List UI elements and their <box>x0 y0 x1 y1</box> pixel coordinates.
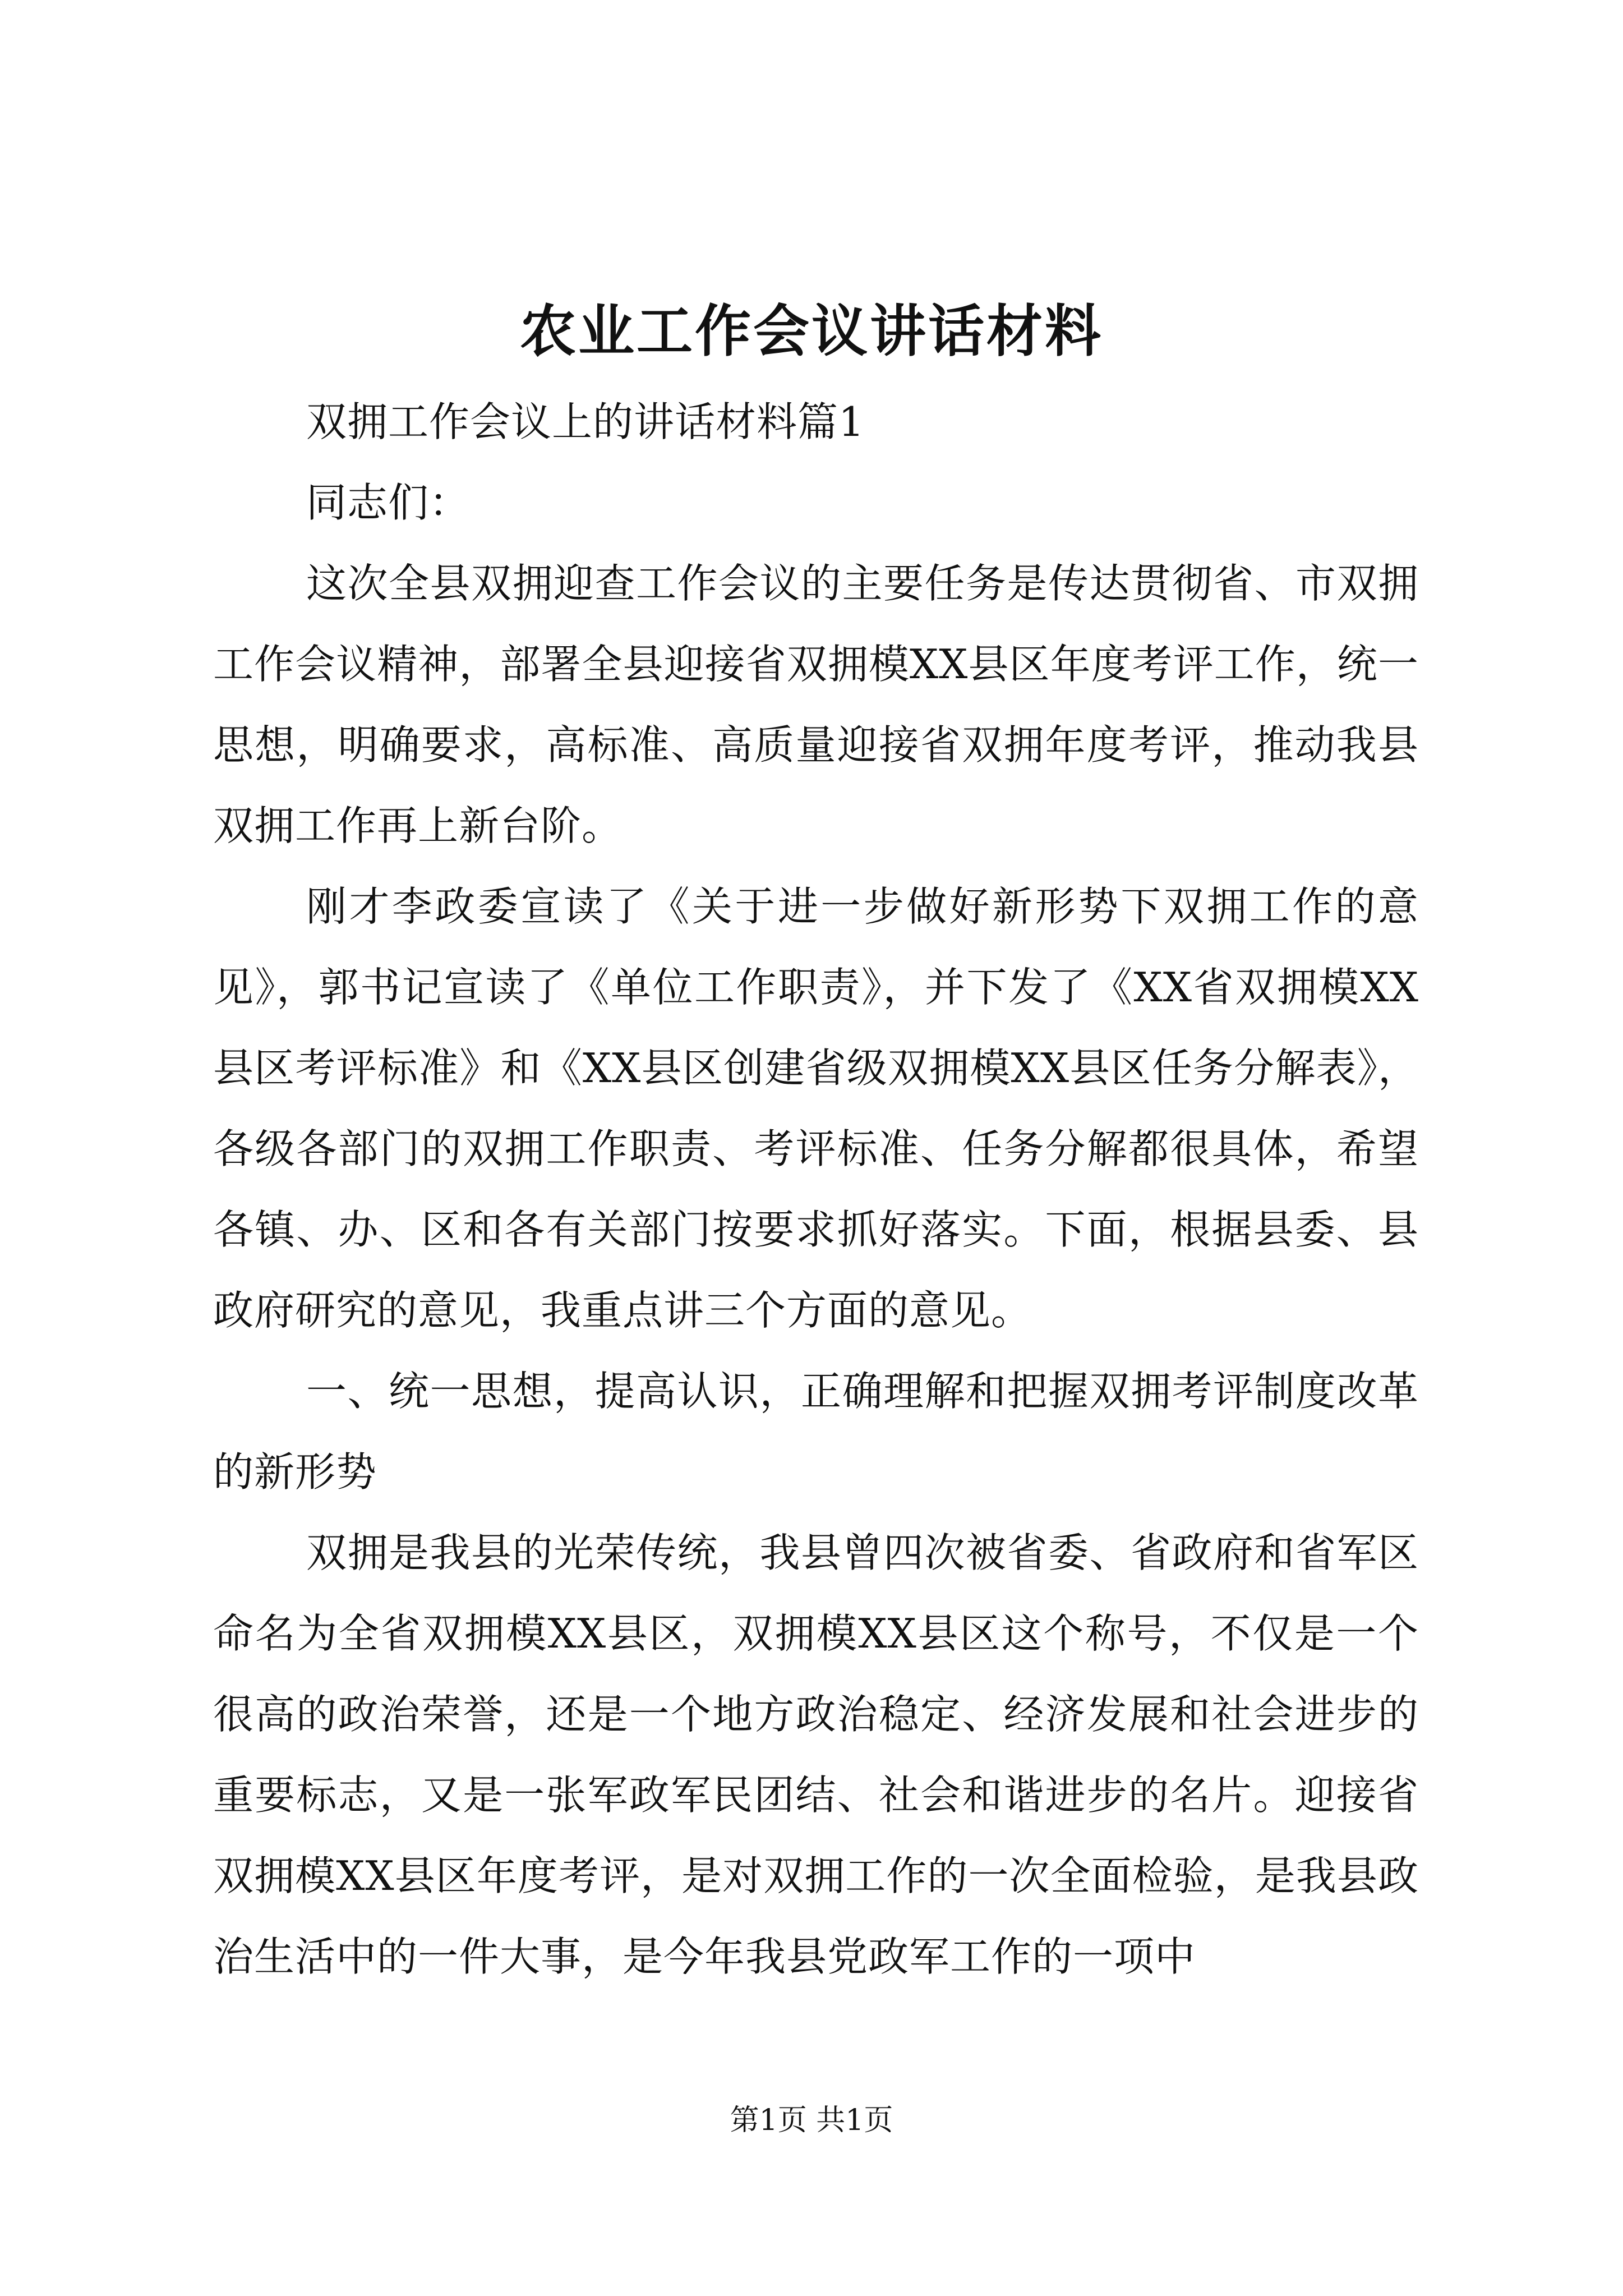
section-heading: 双拥工作会议上的讲话材料篇1 <box>306 398 865 445</box>
document-body <box>213 381 1419 1997</box>
document-title: 农业工作会议讲话材料 <box>520 298 1103 364</box>
body-paragraph: 这次全县双拥迎查工作会议的主要任务是传达贯彻省、市双拥工作会议精神，部署全县迎接省双拥模XX县区年度考评工作，统一思想，明确要求，高标准、高质量迎接省双拥年度考评，推动我县双拥工作再上新台阶。 <box>213 560 1419 849</box>
body-paragraph: 双拥是我县的光荣传统，我县曾四次被省委、省政府和省军区命名为全省双拥模XX县区，双拥模XX县区这个称号，不仅是一个很高的政治荣誉，还是一个地方政治稳定、经济发展和社会进步的重要标志，又是一张军政军民团结、社会和谐进步的名片。迎接省双拥模XX县区年度考评，是对双拥工作的一次全面检验，是我县政治生活中的一件大事，是今年我县党政军工作的一项中 <box>213 1529 1419 1980</box>
section-heading: 一、统一思想，提高认识，正确理解和把握双拥考评制度改革的新形势 <box>213 1368 1419 1496</box>
page-footer: 第1页 共1页 <box>730 2104 893 2137</box>
body-paragraph: 刚才李政委宣读了《关于进一步做好新形势下双拥工作的意见》，郭书记宣读了《单位工作职责》，并下发了《XX省双拥模XX县区考评标准》和《XX县区创建省级双拥模XX县区任务分解表》，各级各部门的双拥工作职责、考评标准、任务分解都很具体，希望各镇、办、区和各有关部门按要求抓好落实。下面，根据县委、县政府研究的意见，我重点讲三个方面的意见。 <box>213 883 1419 1334</box>
salutation: 同志们： <box>306 479 471 526</box>
